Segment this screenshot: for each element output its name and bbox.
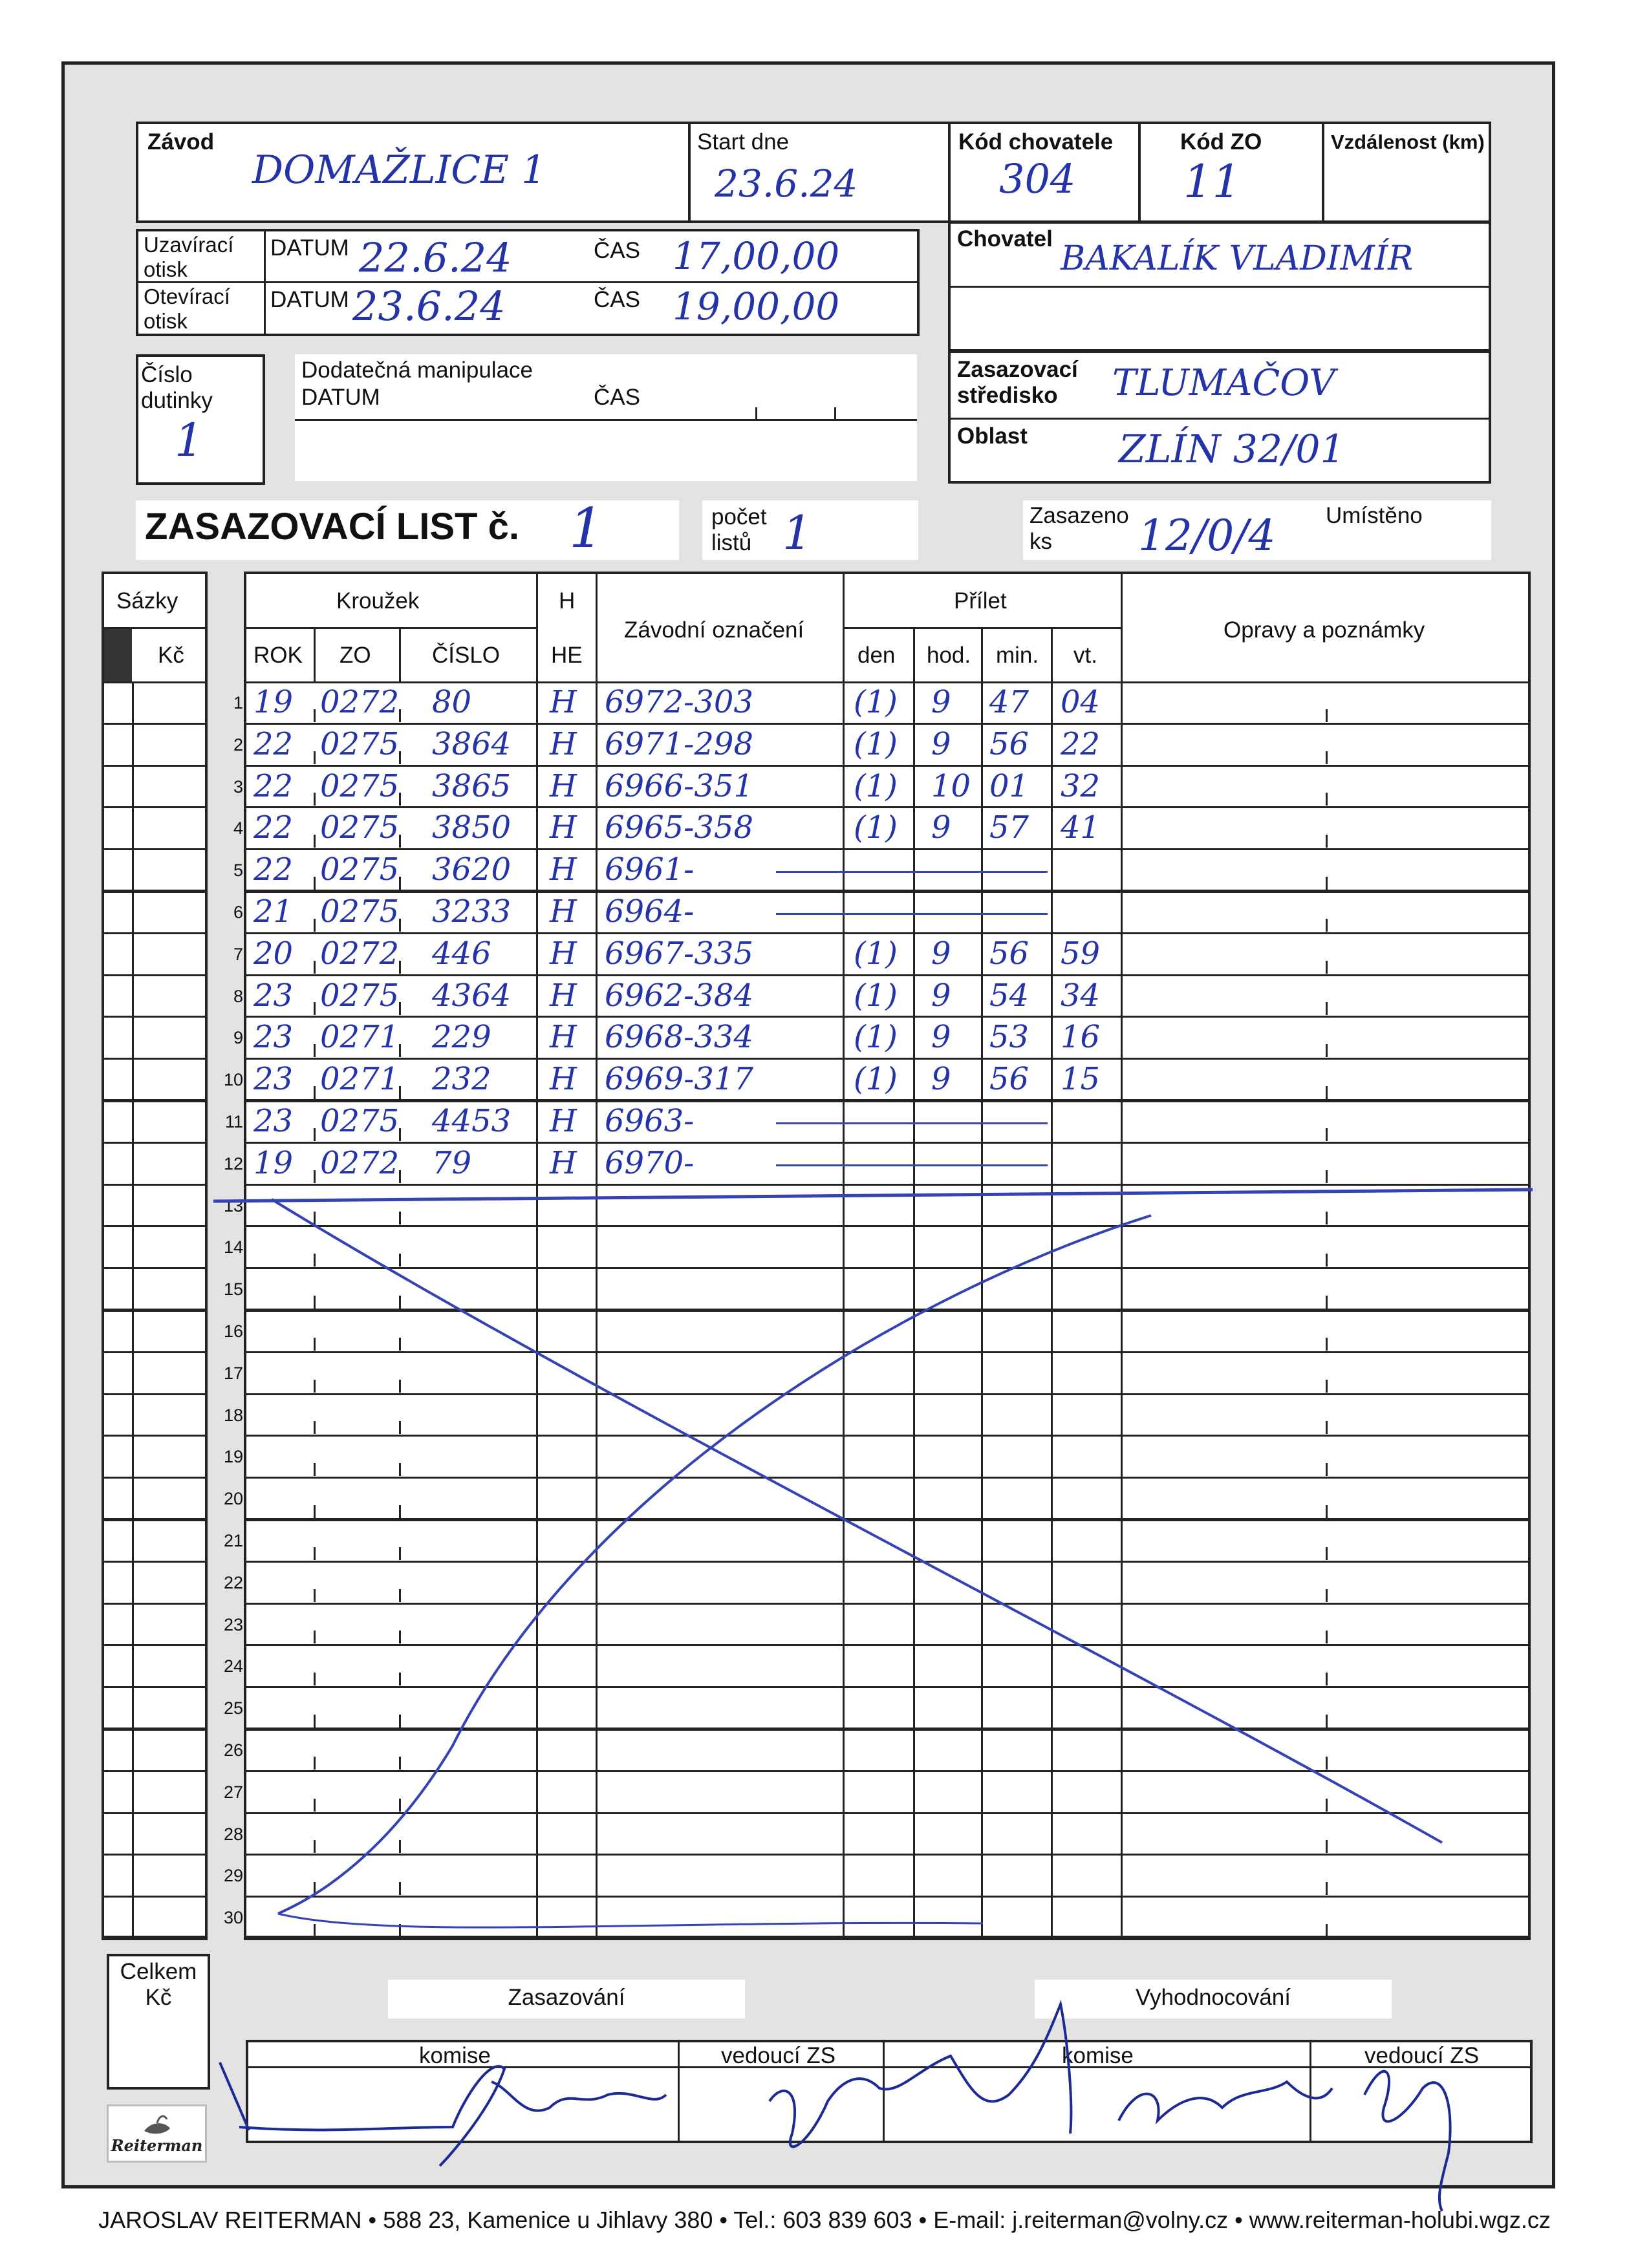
cell-den: (1)	[854, 935, 898, 972]
row-number: 4	[233, 818, 243, 839]
zasazovani-vedouci-label: vedoucí ZS	[721, 2043, 836, 2068]
row-number: 24	[223, 1656, 243, 1676]
row-number: 23	[223, 1614, 243, 1634]
cell-hod: 9	[931, 725, 951, 762]
row-number: 22	[223, 1572, 243, 1592]
row-number: 10	[223, 1070, 243, 1090]
dodatecna-title: Dodatečná manipulace	[301, 358, 534, 383]
cell-min: 01	[989, 767, 1029, 804]
cell-zavodni: 6968-334	[605, 1019, 753, 1056]
cislo-header: ČÍSLO	[432, 643, 501, 668]
cell-vt: 22	[1061, 725, 1101, 762]
dutinky-value: 1	[175, 414, 204, 467]
cell-h: H	[550, 851, 577, 888]
zasazovani-label: Zasazování	[508, 1985, 625, 2010]
uzaviraci-datum-value: 22.6.24	[359, 234, 512, 281]
row-number: 15	[223, 1279, 243, 1300]
cell-den: (1)	[854, 725, 898, 762]
cell-zo: 0275	[320, 977, 400, 1014]
dodatecna-cas-label: ČAS	[594, 385, 640, 410]
cell-zavodni: 6967-335	[605, 935, 753, 972]
cell-rok: 19	[253, 684, 294, 720]
cell-zo: 0275	[320, 1103, 400, 1139]
oteviraci-cas-value: 19,00,00	[673, 284, 840, 328]
cell-rok: 22	[253, 725, 294, 762]
row-number: 26	[223, 1740, 243, 1760]
cell-vt: 15	[1061, 1061, 1101, 1098]
cell-cislo: 4364	[432, 977, 512, 1014]
row-number: 6	[233, 903, 243, 922]
den-header: den	[857, 643, 896, 668]
cell-vt: 04	[1061, 684, 1101, 720]
pocet-label: počet listů	[711, 504, 767, 556]
reiterman-logo	[107, 2104, 207, 2163]
cell-min: 56	[989, 1061, 1029, 1098]
vyhodnocovani-vedouci-label: vedoucí ZS	[1364, 2043, 1480, 2068]
cell-zavodni: 6962-384	[605, 977, 753, 1014]
cell-cislo: 3864	[432, 725, 512, 762]
cell-cislo: 3865	[432, 767, 512, 804]
vt-header: vt.	[1073, 643, 1097, 668]
cell-hod: 9	[931, 935, 951, 972]
cell-h: H	[550, 809, 577, 846]
cell-zavodni: 6971-298	[605, 725, 753, 762]
reiterman-logo-text: Reiterman	[111, 2136, 203, 2155]
cell-hod: 9	[931, 1019, 951, 1056]
cell-h: H	[550, 725, 577, 762]
h-header: H	[559, 588, 576, 614]
oblast-value: ZLÍN 32/01	[1119, 427, 1345, 472]
cell-zavodni: 6969-317	[605, 1061, 753, 1098]
cell-min: 57	[989, 809, 1029, 846]
row-number: 28	[223, 1824, 243, 1844]
cell-h: H	[550, 767, 577, 804]
pocet-value: 1	[782, 506, 812, 560]
cell-zo: 0275	[320, 851, 400, 888]
celkem-label: Celkem Kč	[120, 1959, 197, 2011]
cell-zavodni: 6963-	[605, 1103, 695, 1139]
vyhodnocovani-label: Vyhodnocování	[1136, 1985, 1291, 2010]
cell-den: (1)	[854, 684, 898, 720]
row-number: 25	[223, 1698, 243, 1718]
cell-zavodni: 6964-	[605, 893, 695, 930]
sazky-label: Sázky	[116, 588, 178, 614]
prilet-header: Přílet	[954, 588, 1007, 614]
row-number: 3	[233, 776, 243, 797]
row-number: 30	[223, 1908, 243, 1928]
zavodni-header: Závodní označení	[624, 617, 804, 643]
cell-hod: 9	[931, 809, 951, 846]
cell-rok: 22	[253, 767, 294, 804]
cell-zo: 0275	[320, 809, 400, 846]
stredisko-label: Zasazovací středisko	[957, 357, 1078, 409]
min-header: min.	[996, 643, 1039, 668]
dodatecna-datum-label: DATUM	[301, 385, 380, 410]
cell-den: (1)	[854, 977, 898, 1014]
start-label: Start dne	[697, 129, 790, 155]
cell-cislo: 232	[432, 1061, 491, 1098]
uzaviraci-cas-label: ČAS	[594, 238, 640, 263]
cell-cislo: 229	[432, 1019, 491, 1056]
he-header: HE	[551, 643, 583, 668]
cell-zavodni: 6965-358	[605, 809, 753, 846]
row-number: 11	[224, 1112, 243, 1131]
cell-zo: 0275	[320, 893, 400, 930]
cell-rok: 23	[253, 1019, 294, 1056]
cell-zo: 0275	[320, 725, 400, 762]
cell-den: (1)	[854, 1061, 898, 1098]
vzdalenost-label: Vzdálenost (km)	[1331, 131, 1485, 153]
row-number: 7	[233, 944, 243, 964]
cell-h: H	[550, 893, 577, 930]
cell-zo: 0275	[320, 767, 400, 804]
cell-zavodni: 6966-351	[605, 767, 753, 804]
kc-label: Kč	[158, 643, 184, 668]
cell-rok: 19	[253, 1144, 294, 1181]
chovatel-value: BAKALÍK VLADIMÍR	[1061, 239, 1414, 278]
cell-h: H	[550, 1061, 577, 1098]
cell-rok: 20	[253, 935, 294, 972]
cell-h: H	[550, 935, 577, 972]
row-number: 2	[233, 734, 243, 754]
footer-contact: JAROSLAV REITERMAN • 588 23, Kamenice u Jihlavy 380 • Tel.: 603 839 603 • E-mail: j.reiterman@volny.cz • www.reiterman-holubi.wgz.cz	[98, 2207, 1551, 2233]
row-number: 8	[233, 986, 243, 1006]
zasazovani-komise-label: komise	[419, 2043, 491, 2068]
cell-zo: 0272	[320, 684, 400, 720]
cell-zavodni: 6961-	[605, 851, 695, 888]
uzaviraci-datum-label: DATUM	[270, 235, 349, 261]
cell-min: 56	[989, 725, 1029, 762]
hod-header: hod.	[927, 643, 971, 668]
cell-h: H	[550, 1103, 577, 1139]
cell-vt: 59	[1061, 935, 1101, 972]
cell-rok: 21	[253, 893, 294, 930]
cell-min: 56	[989, 935, 1029, 972]
cell-zo: 0271	[320, 1061, 400, 1098]
list-number: 1	[569, 497, 604, 560]
kod-zo-label: Kód ZO	[1180, 129, 1262, 155]
cell-zo: 0272	[320, 935, 400, 972]
oteviraci-label: Otevírací otisk	[144, 284, 230, 333]
cell-den: (1)	[854, 1019, 898, 1056]
row-number: 16	[223, 1321, 243, 1341]
krouzek-header: Kroužek	[336, 588, 420, 614]
cell-rok: 23	[253, 1103, 294, 1139]
cell-vt: 16	[1061, 1019, 1101, 1056]
cell-hod: 9	[931, 684, 951, 720]
cell-hod: 10	[931, 767, 971, 804]
row-number: 14	[223, 1237, 243, 1257]
cell-zavodni: 6970-	[605, 1144, 695, 1181]
row-number: 20	[223, 1489, 243, 1509]
uzaviraci-cas-value: 17,00,00	[673, 234, 840, 278]
cell-rok: 23	[253, 977, 294, 1014]
cell-cislo: 79	[432, 1144, 472, 1181]
umisteno-label: Umístěno	[1326, 503, 1423, 528]
cell-vt: 34	[1061, 977, 1101, 1014]
oteviraci-cas-label: ČAS	[594, 287, 640, 312]
cell-h: H	[550, 684, 577, 720]
cell-den: (1)	[854, 767, 898, 804]
cell-min: 53	[989, 1019, 1029, 1056]
cell-den: (1)	[854, 809, 898, 846]
cell-cislo: 446	[432, 935, 491, 972]
kod-chovatele-value: 304	[999, 155, 1076, 202]
cell-min: 54	[989, 977, 1029, 1014]
opravy-header: Opravy a poznámky	[1223, 617, 1425, 643]
zasazeno-label: Zasazeno ks	[1029, 503, 1129, 555]
cell-cislo: 3233	[432, 893, 512, 930]
row-number: 13	[223, 1195, 243, 1215]
cell-zavodni: 6972-303	[605, 684, 753, 720]
stredisko-value: TLUMAČOV	[1112, 362, 1335, 404]
cell-min: 47	[989, 684, 1029, 720]
zavod-value: DOMAŽLICE 1	[252, 147, 546, 193]
zo-header: ZO	[339, 643, 371, 668]
cell-h: H	[550, 1019, 577, 1056]
cell-rok: 22	[253, 809, 294, 846]
oblast-label: Oblast	[957, 423, 1028, 449]
cell-h: H	[550, 1144, 577, 1181]
cell-rok: 22	[253, 851, 294, 888]
row-number: 27	[223, 1782, 243, 1802]
list-title: ZASAZOVACÍ LIST č.	[145, 506, 519, 548]
dutinky-label: Číslo dutinky	[141, 362, 213, 414]
cell-vt: 32	[1061, 767, 1101, 804]
row-number: 19	[223, 1447, 243, 1467]
uzaviraci-label: Uzavírací otisk	[144, 233, 234, 281]
start-value: 23.6.24	[715, 162, 858, 206]
cell-h: H	[550, 977, 577, 1014]
cell-zo: 0272	[320, 1144, 400, 1181]
row-number: 5	[233, 861, 243, 881]
cell-zo: 0271	[320, 1019, 400, 1056]
row-number: 17	[223, 1363, 243, 1383]
oteviraci-datum-value: 23.6.24	[352, 283, 506, 330]
row-number: 12	[223, 1153, 243, 1173]
kod-zo-value: 11	[1183, 155, 1242, 208]
cell-cislo: 3850	[432, 809, 512, 846]
zasazeno-value: 12/0/4	[1138, 511, 1276, 561]
vyhodnocovani-komise-label: komise	[1062, 2043, 1134, 2068]
cell-cislo: 4453	[432, 1103, 512, 1139]
cell-cislo: 80	[432, 684, 472, 720]
row-number: 21	[223, 1531, 243, 1550]
cell-rok: 23	[253, 1061, 294, 1098]
cell-hod: 9	[931, 977, 951, 1014]
cell-vt: 41	[1061, 809, 1101, 846]
rok-header: ROK	[253, 643, 303, 668]
cell-cislo: 3620	[432, 851, 512, 888]
row-number: 18	[223, 1405, 243, 1425]
kod-chovatele-label: Kód chovatele	[958, 129, 1114, 155]
oteviraci-datum-label: DATUM	[270, 287, 349, 312]
cell-hod: 9	[931, 1061, 951, 1098]
chovatel-label: Chovatel	[957, 226, 1053, 251]
row-number: 9	[233, 1028, 243, 1048]
zavod-label: Závod	[147, 129, 215, 155]
row-number: 1	[233, 693, 243, 712]
row-number: 29	[223, 1866, 243, 1886]
